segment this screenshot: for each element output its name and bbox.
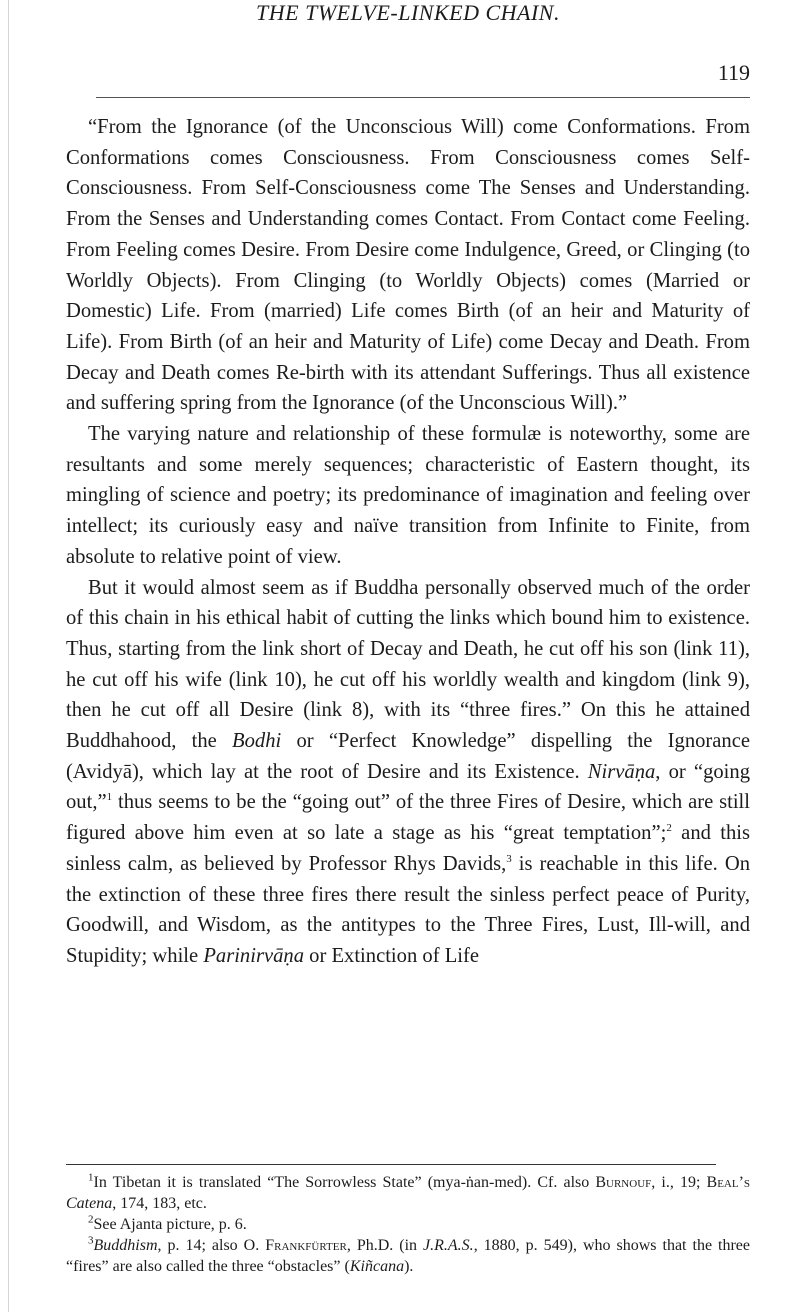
author-frankfurter: Frankfürter [265, 1237, 347, 1254]
footnote-mark: 1 [88, 1171, 94, 1184]
title-buddhism: Buddhism [93, 1237, 158, 1254]
footnote-text: , 1880, p. 549), who shows that the three “fires” are also called the three “obstacles” ( [66, 1237, 751, 1275]
footnote-mark: 3 [88, 1234, 94, 1247]
journal-jras: J.R.A.S. [423, 1237, 474, 1254]
footnote-text: See Ajanta picture, p. 6. [93, 1216, 247, 1233]
running-title: THE TWELVE-LINKED CHAIN. [256, 0, 560, 25]
footnote-mark: 2 [88, 1213, 94, 1226]
footnote-text: , i., 19; [651, 1174, 707, 1191]
footnote-3 [66, 1235, 750, 1277]
paragraph-text: thus seems to be the “going out” of the three Fires of Desire, which are still figured above him even at so late a stage as his “great temptation”; [66, 791, 750, 845]
footnote-ref-2: 2 [666, 822, 672, 835]
paragraph-quotation: “From the Ignorance (of the Unconscious Will) come Conformations. From Conformations comes Consciousness. From Consciousness comes Self-Consciousness. From Self-Consciousness come The Senses and Understanding. From the Senses and Understanding comes Contact. From Contact come Feeling. From Feeling comes Desire. From Desire come Indulgence, Greed, or Clinging (to Worldly Objects). From Clinging (to Worldly Objects) comes (Married or Domestic) Life. From (married) Life comes Birth (of an heir and Maturity of Life). From Birth (of an heir and Maturity of Life) come Decay and Death. From Decay and Death comes Re-birth with its attendant Sufferings. Thus all existence and suffering spring from the Ignorance (of the Unconscious Will).” [66, 116, 750, 415]
header-rule [96, 97, 750, 98]
paragraph-text: is reachable in this life. On the extinction of these three fires there result the sinless perfect peace of Purity, Goodwill, and Wisdom, as the antitypes to the Three Fires, Lust, Ill-will, and Stupidity; while [66, 852, 750, 967]
paragraph-text: or Extinction of Life [304, 944, 479, 967]
page-number: 119 [717, 60, 750, 85]
paragraph-text: But it would almost seem as if Buddha personally observed much of the order of this chain in his ethical habit of cutting the links which bound him to existence. Thus, starting from the link short of Decay and Death, he cut off his son (link 11), he cut off his wife (link 10), he cut off his worldly wealth and kingdom (link 9), then he cut off all Desire (link 8), with its “three fires.” On this he attained Buddhahood, the [66, 576, 750, 753]
author-burnouf: Burnouf [595, 1174, 652, 1191]
term-bodhi: Bodhi [232, 730, 282, 753]
body-text [66, 112, 750, 972]
footnote-ref-3: 3 [506, 853, 512, 866]
paragraph-text: and this sinless calm, as believed by Professor Rhys Davids, [66, 822, 750, 875]
footnote-rule [66, 1164, 716, 1165]
footnote-1 [66, 1172, 750, 1214]
paragraph-text: , or “going out,” [66, 760, 750, 814]
running-head [66, 0, 750, 85]
paragraph-buddha-chain [66, 573, 750, 972]
footnote-text: , Ph.D. (in [346, 1237, 424, 1254]
footnotes [66, 1172, 750, 1277]
footnote-text: ). [404, 1258, 414, 1275]
author-beal: Beal’s [706, 1174, 751, 1191]
footnote-text: , p. 14; also O. [157, 1237, 266, 1254]
footnote-text: , 174, 183, etc. [112, 1195, 207, 1212]
title-catena: Catena [66, 1195, 113, 1212]
page-edge-line [8, 0, 9, 1312]
term-parinirvana: Parinirvāṇa [203, 944, 304, 967]
term-kincana: Kiñcana [349, 1258, 405, 1275]
book-page [66, 0, 751, 1275]
footnote-ref-1: 1 [106, 791, 113, 804]
paragraph-text: or “Perfect Knowledge” dispelling the Ignorance (Avidyā), which lay at the root of Desire and its Existence. [66, 730, 750, 783]
term-nirvana: Nirvāṇa [587, 760, 656, 783]
footnote-2 [66, 1214, 750, 1235]
footnote-text: In Tibetan it is translated “The Sorrowless State” (mya-ṅan-med). Cf. also [93, 1174, 596, 1191]
paragraph-formulae: The varying nature and relationship of these formulæ is noteworthy, some are resultants and some merely sequences; characteristic of Eastern thought, its mingling of science and poetry; its predominance of imagination and feeling over intellect; its curiously easy and naïve transition from Infinite to Finite, from absolute to relative point of view. [66, 423, 750, 568]
